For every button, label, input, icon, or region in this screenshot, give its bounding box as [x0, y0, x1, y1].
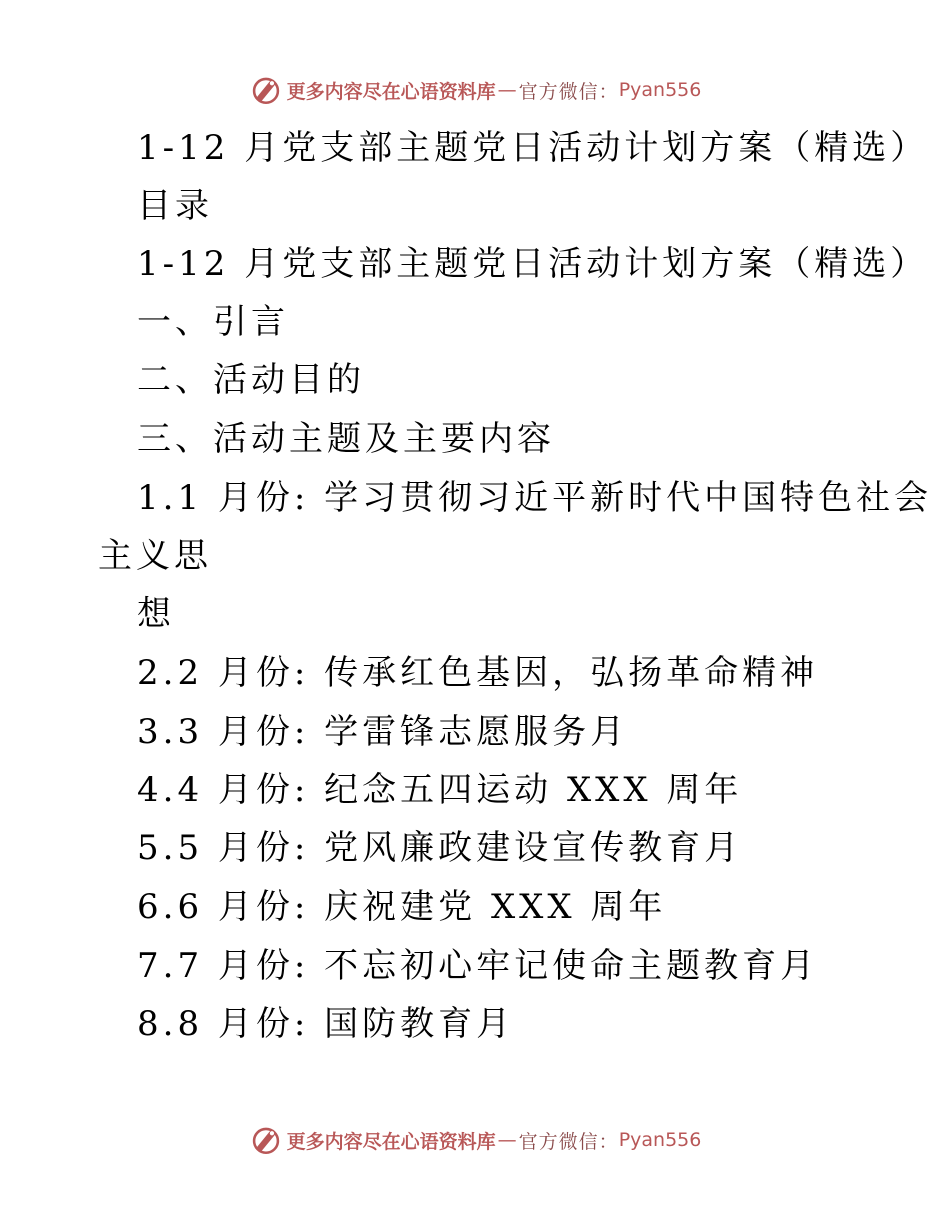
watermark-banner-top [0, 70, 950, 110]
toc-entry: 6.6 月份: 庆祝建党 XXX 周年 [137, 887, 667, 927]
toc-entry: 5.5 月份: 党风廉政建设宣传教育月 [137, 828, 743, 868]
toc-entry: 三、活动主题及主要内容 [137, 419, 555, 459]
toc-entry: 1-12 月党支部主题党日活动计划方案（精选） [137, 244, 929, 284]
toc-entry: 3.3 月份: 学雷锋志愿服务月 [137, 712, 629, 752]
watermark-banner-bottom [0, 1120, 950, 1160]
toc-entry: 8.8 月份: 国防教育月 [137, 1004, 515, 1044]
pen-nib-icon [249, 1123, 283, 1157]
watermark-official-label: 官方微信： [518, 1130, 619, 1153]
watermark-brand: 更多内容尽在心语资料库 [286, 80, 496, 103]
toc-heading: 目录 [137, 186, 213, 226]
toc-entry: 二、活动目的 [137, 360, 365, 400]
watermark-brand: 更多内容尽在心语资料库 [286, 1130, 496, 1153]
watermark-dash: — [497, 79, 517, 101]
toc-entry-continuation: 主义思 [98, 536, 212, 576]
watermark-dash: — [497, 1129, 517, 1151]
document-title: 1-12 月党支部主题党日活动计划方案（精选） [137, 128, 929, 168]
toc-entry: 4.4 月份: 纪念五四运动 XXX 周年 [137, 770, 743, 810]
pen-nib-icon [249, 73, 283, 107]
watermark-wechat-id: Pyan556 [618, 1129, 702, 1151]
watermark-official-label: 官方微信： [518, 80, 619, 103]
toc-entry: 2.2 月份: 传承红色基因，弘扬革命精神 [137, 653, 819, 693]
toc-entry: 一、引言 [137, 302, 289, 342]
toc-entry: 7.7 月份: 不忘初心牢记使命主题教育月 [137, 946, 819, 986]
toc-entry: 1.1 月份: 学习贯彻习近平新时代中国特色社会 [137, 478, 933, 518]
watermark-wechat-id: Pyan556 [618, 79, 702, 101]
toc-entry-continuation: 想 [137, 594, 175, 634]
